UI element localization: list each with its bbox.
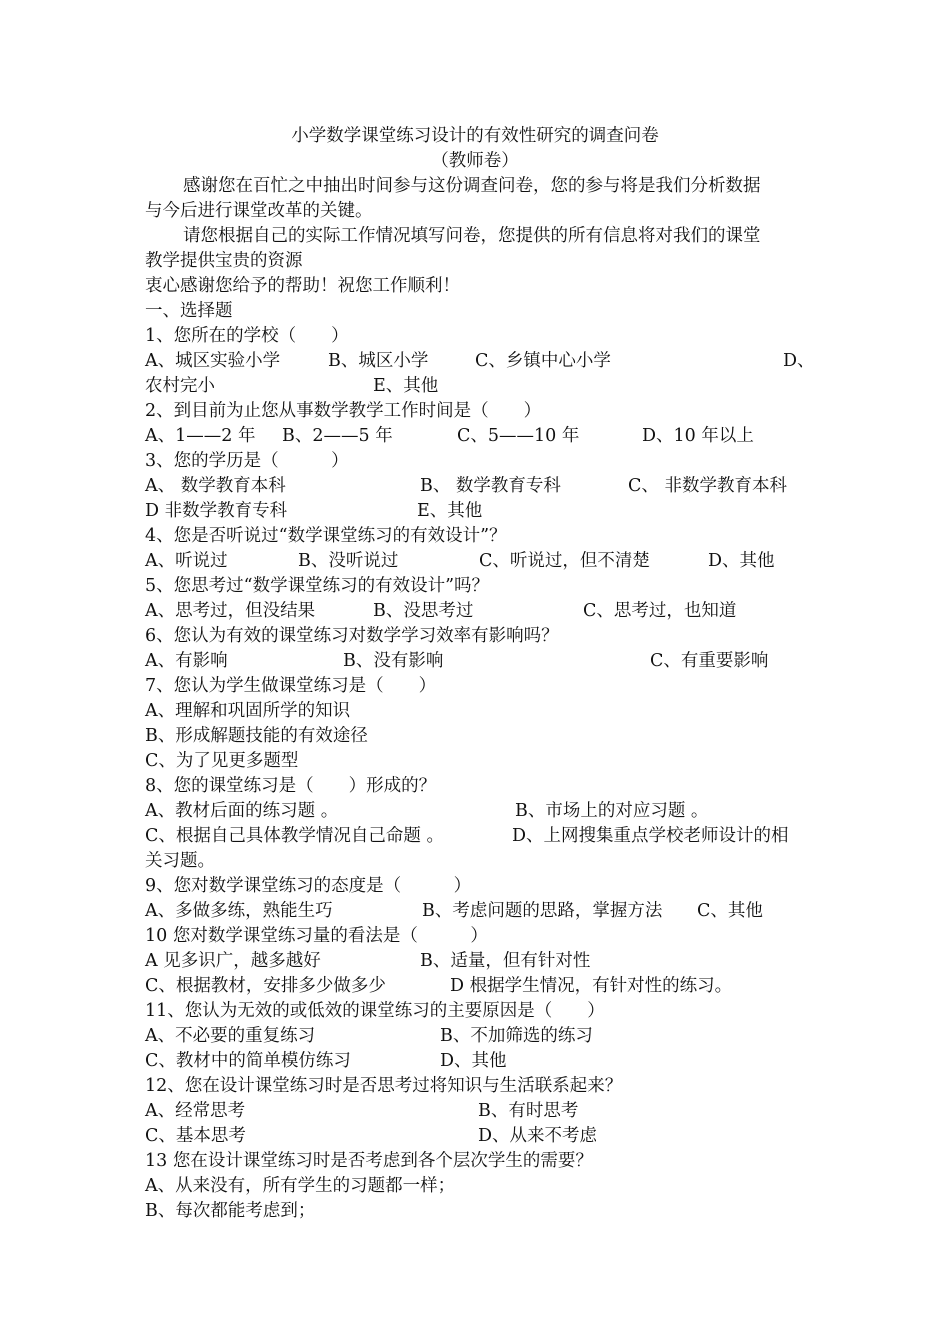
- q11-option-d: D、其他: [440, 1051, 507, 1071]
- q4-option-b: B、没听说过: [298, 551, 399, 571]
- q12-option-b: B、有时思考: [478, 1101, 579, 1121]
- q11-option-b: B、不加筛选的练习: [440, 1026, 593, 1046]
- question-10: 10 您对数学课堂练习量的看法是（ ）: [145, 926, 488, 946]
- q8-option-b: B、市场上的对应习题 。: [515, 801, 709, 821]
- q2-option-c: C、5——10 年: [457, 426, 580, 446]
- q12-option-a: A、经常思考: [145, 1101, 246, 1121]
- q8-option-d-cont: 关习题。: [145, 851, 215, 871]
- q12-option-d: D、从来不考虑: [478, 1126, 598, 1146]
- q2-option-a: A、1——2 年: [145, 426, 256, 446]
- question-9: 9、您对数学课堂练习的态度是（ ）: [145, 876, 472, 896]
- q5-option-a: A、思考过，但没结果: [145, 601, 316, 621]
- q10-option-b: B、适量，但有针对性: [420, 951, 591, 971]
- question-4: 4、您是否听说过“数学课堂练习的有效设计”？: [145, 526, 507, 546]
- question-1: 1、您所在的学校（ ）: [145, 326, 349, 346]
- q3-option-e: E、其他: [417, 501, 483, 521]
- q8-option-d: D、上网搜集重点学校老师设计的相: [512, 826, 789, 846]
- q10-option-a: A 见多识广，越多越好: [145, 951, 321, 971]
- q5-option-b: B、没思考过: [373, 601, 474, 621]
- q3-option-c: C、 非数学教育本科: [628, 476, 787, 496]
- intro-thanks: 衷心感谢您给予的帮助！祝您工作顺利！: [145, 276, 460, 296]
- q1-option-a: A、城区实验小学: [145, 351, 281, 371]
- question-5: 5、您思考过“数学课堂练习的有效设计”吗？: [145, 576, 490, 596]
- q3-option-a: A、 数学教育本科: [145, 476, 286, 496]
- q6-option-a: A、有影响: [145, 651, 228, 671]
- q11-option-c: C、教材中的简单模仿练习: [145, 1051, 351, 1071]
- q8-option-c: C、根据自己具体教学情况自己命题 。: [145, 826, 444, 846]
- q9-option-a: A、多做多练，熟能生巧: [145, 901, 333, 921]
- q6-option-b: B、没有影响: [343, 651, 444, 671]
- q4-option-c: C、听说过，但不清楚: [479, 551, 650, 571]
- q13-option-a: A、从来没有，所有学生的习题都一样；: [145, 1176, 456, 1196]
- q3-option-b: B、 数学教育专科: [420, 476, 561, 496]
- q10-option-c: C、根据教材，安排多少做多少: [145, 976, 386, 996]
- question-12: 12、您在设计课堂练习时是否思考过将知识与生活联系起来？: [145, 1076, 623, 1096]
- document-subtitle: （教师卷）: [431, 151, 519, 171]
- q8-option-a: A、教材后面的练习题 。: [145, 801, 339, 821]
- q9-option-b: B、考虑问题的思路，掌握方法: [422, 901, 663, 921]
- q1-option-c: C、乡镇中心小学: [475, 351, 611, 371]
- q1-option-d: D、: [783, 351, 815, 371]
- document-title: 小学数学课堂练习设计的有效性研究的调查问卷: [291, 126, 659, 146]
- question-11: 11、您认为无效的或低效的课堂练习的主要原因是（ ）: [145, 1001, 605, 1021]
- question-8: 8、您的课堂练习是（ ）形成的？: [145, 776, 437, 796]
- q13-option-b: B、每次都能考虑到；: [145, 1201, 316, 1221]
- q10-option-d: D 根据学生情况，有针对性的练习。: [450, 976, 733, 996]
- section-heading: 一、选择题: [145, 301, 233, 321]
- intro-paragraph-1-cont: 与今后进行课堂改革的关键。: [145, 201, 373, 221]
- q1-option-e: E、其他: [373, 376, 439, 396]
- q7-option-a: A、理解和巩固所学的知识: [145, 701, 351, 721]
- question-6: 6、您认为有效的课堂练习对数学学习效率有影响吗？: [145, 626, 559, 646]
- q2-option-b: B、2——5 年: [282, 426, 393, 446]
- intro-paragraph-2-cont: 教学提供宝贵的资源: [145, 251, 303, 271]
- question-13: 13 您在设计课堂练习时是否考虑到各个层次学生的需要？: [145, 1151, 593, 1171]
- q7-option-c: C、为了见更多题型: [145, 751, 299, 771]
- q2-option-d: D、10 年以上: [642, 426, 754, 446]
- q9-option-c: C、其他: [697, 901, 763, 921]
- intro-paragraph-1: 感谢您在百忙之中抽出时间参与这份调查问卷，您的参与将是我们分析数据: [183, 176, 761, 196]
- q11-option-a: A、不必要的重复练习: [145, 1026, 316, 1046]
- question-2: 2、到目前为止您从事数学教学工作时间是（ ）: [145, 401, 542, 421]
- q1-option-d-cont: 农村完小: [145, 376, 215, 396]
- question-3: 3、您的学历是（ ）: [145, 451, 349, 471]
- q7-option-b: B、形成解题技能的有效途径: [145, 726, 368, 746]
- q4-option-d: D、其他: [708, 551, 775, 571]
- q1-option-b: B、城区小学: [328, 351, 429, 371]
- q3-option-d: D 非数学教育专科: [145, 501, 288, 521]
- intro-paragraph-2: 请您根据自己的实际工作情况填写问卷，您提供的所有信息将对我们的课堂: [183, 226, 761, 246]
- q12-option-c: C、基本思考: [145, 1126, 246, 1146]
- question-7: 7、您认为学生做课堂练习是（ ）: [145, 676, 437, 696]
- q4-option-a: A、听说过: [145, 551, 228, 571]
- q6-option-c: C、有重要影响: [650, 651, 769, 671]
- q5-option-c: C、思考过，也知道: [583, 601, 737, 621]
